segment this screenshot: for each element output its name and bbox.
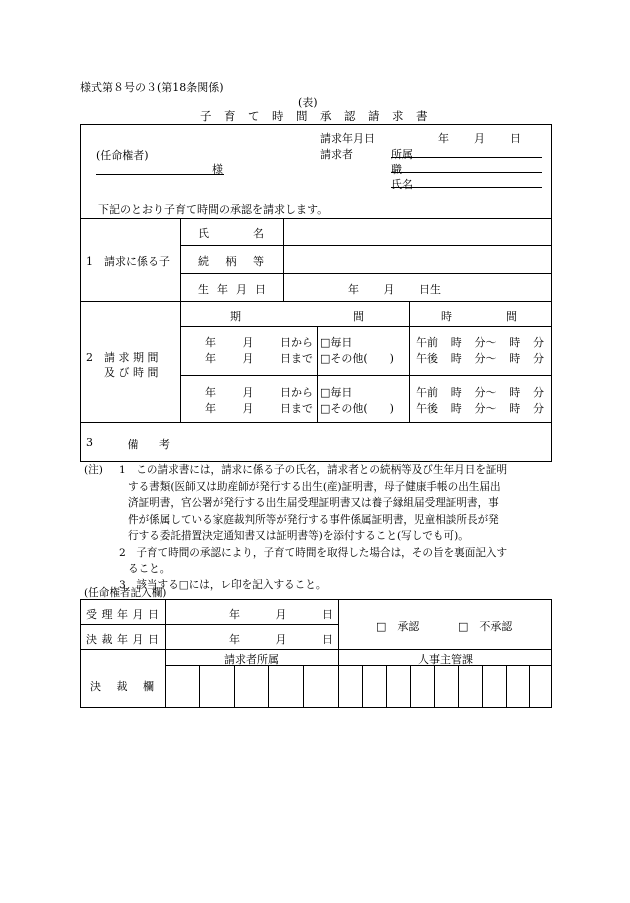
divider-period-row [180, 375, 552, 376]
note-3: 3 該当する□には，レ印を記入すること。 [119, 579, 327, 591]
stamp-box-divider [434, 665, 435, 708]
period-section-label-1: 2 請 求 期 間 [86, 351, 159, 364]
notes-prefix: (注) [84, 464, 103, 476]
row2-from: 年 月 日から [205, 386, 313, 399]
appointer-section-heading: (任命権者記入欄) [84, 587, 167, 599]
divider-remarks-top [80, 422, 552, 423]
request-statement: 下記のとおり子育て時間の承認を請求します。 [98, 203, 329, 216]
stamp-box-divider [362, 665, 363, 708]
stamp-box-divider [506, 665, 507, 708]
received-date-value: 年 月 日 [229, 608, 333, 621]
row2-to: 年 月 日まで [205, 402, 313, 415]
stamp-box-divider [303, 665, 304, 708]
side-label: (表) [298, 96, 318, 109]
name-line [391, 187, 542, 188]
child-birth-value: 年 月 日生 [348, 283, 441, 296]
stamp-box-divider [234, 665, 235, 708]
row1-to: 年 月 日まで [205, 352, 313, 365]
row1-pm-time: 午後 時 分～ 時 分 [416, 352, 544, 365]
requester-dept-header: 請求者所属 [224, 653, 279, 666]
request-year: 年 [438, 132, 449, 145]
row1-other-checkbox[interactable]: □その他( ) [320, 352, 394, 365]
form-title: 子 育 て 時 間 承 認 請 求 書 [200, 109, 428, 123]
appointer-line [96, 174, 224, 175]
row1-am-time: 午前 時 分～ 時 分 [416, 336, 544, 349]
row2-daily-checkbox[interactable]: □毎日 [320, 386, 353, 399]
stamp-box-divider [268, 665, 269, 708]
divider-period-top [80, 301, 552, 302]
affiliation-line [391, 157, 542, 158]
name-label: 氏名 [391, 178, 413, 191]
received-date-label: 受 理 年 月 日 [86, 608, 159, 621]
divider-child-top [80, 218, 552, 219]
stamp-box-divider [529, 665, 530, 708]
row1-daily-checkbox[interactable]: □毎日 [320, 336, 353, 349]
child-relation-label: 続 柄 等 [198, 255, 264, 268]
row2-am-time: 午前 時 分～ 時 分 [416, 386, 544, 399]
stamp-box-divider [482, 665, 483, 708]
note-2-line-1: 2 子育て時間の承認により，子育て時間を取得した場合は，その旨を裏面記入す [119, 546, 508, 559]
child-name-label: 氏 名 [198, 227, 264, 240]
row2-pm-time: 午後 時 分～ 時 分 [416, 402, 544, 415]
note-2-line-2: ること。 [128, 563, 171, 575]
form-number: 様式第８号の３(第18条関係) [80, 81, 224, 94]
divider-child-col [283, 218, 284, 301]
sama-label: 様 [212, 163, 223, 176]
note-1-line-3: 済証明書，官公署が発行する出生届受理証明書又は養子縁組届受理証明書，事 [128, 497, 499, 509]
request-date-label: 請求年月日 [320, 132, 375, 145]
requester-label: 請求者 [320, 148, 353, 161]
time-header: 時 間 [441, 310, 517, 323]
hr-dept-header: 人事主管課 [418, 653, 473, 666]
child-section-label: 1 請求に係る子 [86, 255, 170, 268]
stamp-box-divider [199, 665, 200, 708]
affiliation-label: 所属 [391, 148, 413, 161]
position-line [391, 172, 542, 173]
divider-appointer-label-col [165, 599, 166, 708]
decided-date-label: 決 裁 年 月 日 [86, 633, 159, 646]
appointer-label: (任命権者) [96, 149, 149, 162]
period-header: 期 間 [230, 310, 364, 323]
note-1-line-5: 行する委託措置決定通知書又は証明書等)を添付すること(写しでも可)。 [128, 530, 469, 542]
divider-child-row1 [180, 245, 552, 246]
decided-date-value: 年 月 日 [229, 633, 333, 646]
stamp-box-divider [458, 665, 459, 708]
note-1-line-1: 1 この請求書には，請求に係る子の氏名，請求者との続柄等及び生年月日を証明 [119, 464, 508, 476]
period-section-label-2: 及 び 時 間 [104, 366, 159, 379]
request-day: 日 [510, 132, 521, 145]
divider-decided [80, 649, 552, 650]
divider-daily-col [317, 326, 318, 422]
row1-from: 年 月 日から [205, 336, 313, 349]
remarks-field[interactable] [182, 425, 550, 460]
position-label: 職 [391, 163, 402, 176]
divider-period-header [180, 326, 552, 327]
request-month: 月 [474, 132, 485, 145]
remarks-label: 3 備 考 [86, 436, 170, 451]
divider-dept-col [338, 599, 339, 708]
child-birth-label: 生 年 月 日 [198, 283, 266, 296]
divider-received [80, 624, 338, 625]
divider-time-col [409, 301, 410, 422]
divider-label-col [180, 218, 181, 422]
kessai-label: 決 裁 欄 [90, 680, 154, 693]
approve-checkbox[interactable]: □ 承認 [376, 620, 420, 633]
row2-other-checkbox[interactable]: □その他( ) [320, 402, 394, 415]
reject-checkbox[interactable]: □ 不承認 [458, 620, 513, 633]
stamp-box-divider [386, 665, 387, 708]
note-1-line-2: する書類(医師又は助産師が発行する出生(産)証明書，母子健康手帳の出生届出 [128, 480, 501, 493]
stamp-box-divider [410, 665, 411, 708]
note-1-line-4: 件が係属している家庭裁判所等が発行する事件係属証明書，児童相談所長が発 [128, 513, 499, 526]
divider-child-row2 [180, 273, 552, 274]
